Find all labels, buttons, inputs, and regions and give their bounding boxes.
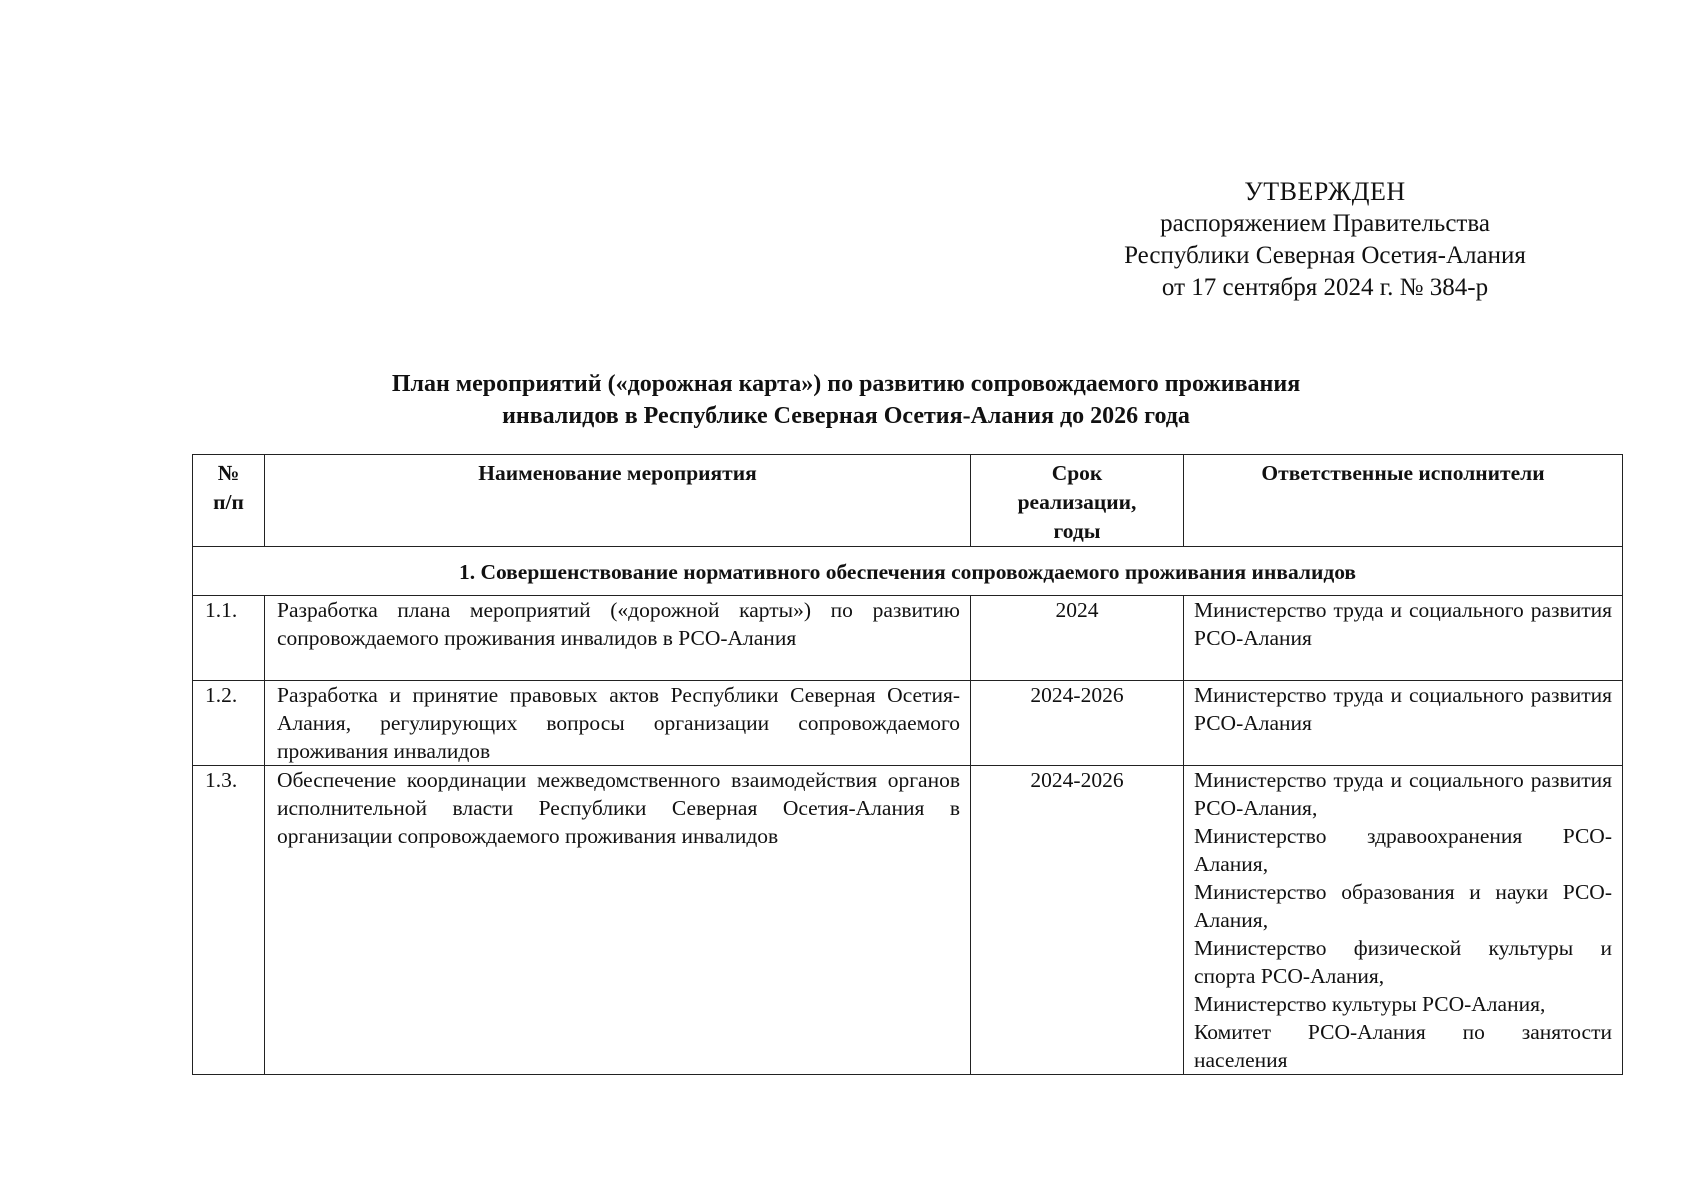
header-number — [193, 455, 265, 547]
row-number: 1.3. — [193, 766, 265, 1075]
header-number-symbol: № — [217, 461, 240, 485]
header-name: Наименование мероприятия — [265, 455, 971, 547]
row-measure-name: Разработка и принятие правовых актов Республики Северная Осетия-Алания, регулирующих вопросы организации сопровождаемого проживания инвалидов — [265, 681, 971, 766]
responsible-entry: Министерство труда и социального развития РСО-Алания — [1194, 683, 1612, 735]
approval-date-number: от 17 сентября 2024 г. № 384-р — [1161, 274, 1489, 301]
responsible-entry: Министерство физической культуры и спорта РСО-Алания, — [1194, 936, 1612, 988]
approval-government: Республики Северная Осетия-Алания — [1124, 242, 1526, 269]
approval-issuer: распоряжением Правительства — [1160, 210, 1490, 237]
row-measure-name: Разработка плана мероприятий («дорожной карты») по развитию сопровождаемого проживания инвалидов в РСО-Алания — [265, 596, 971, 681]
responsible-entry: Министерство образования и науки РСО-Алания, — [1194, 880, 1612, 932]
section-title: 1. Совершенствование нормативного обеспечения сопровождаемого проживания инвалидов — [193, 547, 1623, 596]
table-row — [193, 766, 1623, 1075]
responsible-entry: Министерство здравоохранения РСО-Алания, — [1194, 824, 1612, 876]
row-responsible — [1184, 596, 1623, 681]
row-measure-name: Обеспечение координации межведомственного взаимодействия органов исполнительной власти Республики Северная Осетия-Алания в организации сопровождаемого проживания инвалидов — [265, 766, 971, 1075]
approval-stamp: УТВЕРЖДЕН — [1244, 177, 1406, 206]
header-responsible: Ответственные исполнители — [1184, 455, 1623, 547]
table-row — [193, 596, 1623, 681]
document-title-line-1: План мероприятий («дорожная карта») по развитию сопровождаемого проживания — [391, 371, 1301, 397]
row-responsible — [1184, 681, 1623, 766]
responsible-entry: Комитет РСО-Алания по занятости населения — [1194, 1020, 1612, 1072]
header-term-line-3: годы — [1053, 519, 1101, 543]
header-number-abbrev: п/п — [213, 490, 244, 514]
table-row — [193, 681, 1623, 766]
approval-block — [1090, 176, 1560, 304]
header-term-line-2: реализации, — [1017, 490, 1137, 514]
section-row — [193, 547, 1623, 596]
document-title — [196, 368, 1496, 432]
row-responsible — [1184, 766, 1623, 1075]
row-term: 2024-2026 — [971, 681, 1184, 766]
responsible-entry: Министерство труда и социального развития РСО-Алания, — [1194, 768, 1612, 820]
table-header-row — [193, 455, 1623, 547]
header-term — [971, 455, 1184, 547]
plan-table — [192, 454, 1623, 1075]
responsible-entry: Министерство труда и социального развития РСО-Алания — [1194, 598, 1612, 650]
responsible-entry: Министерство культуры РСО-Алания, — [1194, 992, 1546, 1016]
row-term: 2024-2026 — [971, 766, 1184, 1075]
document-title-line-2: инвалидов в Республике Северная Осетия-Алания до 2026 года — [502, 403, 1190, 429]
row-number: 1.2. — [193, 681, 265, 766]
row-number: 1.1. — [193, 596, 265, 681]
header-term-line-1: Срок — [1051, 461, 1103, 485]
row-term: 2024 — [971, 596, 1184, 681]
